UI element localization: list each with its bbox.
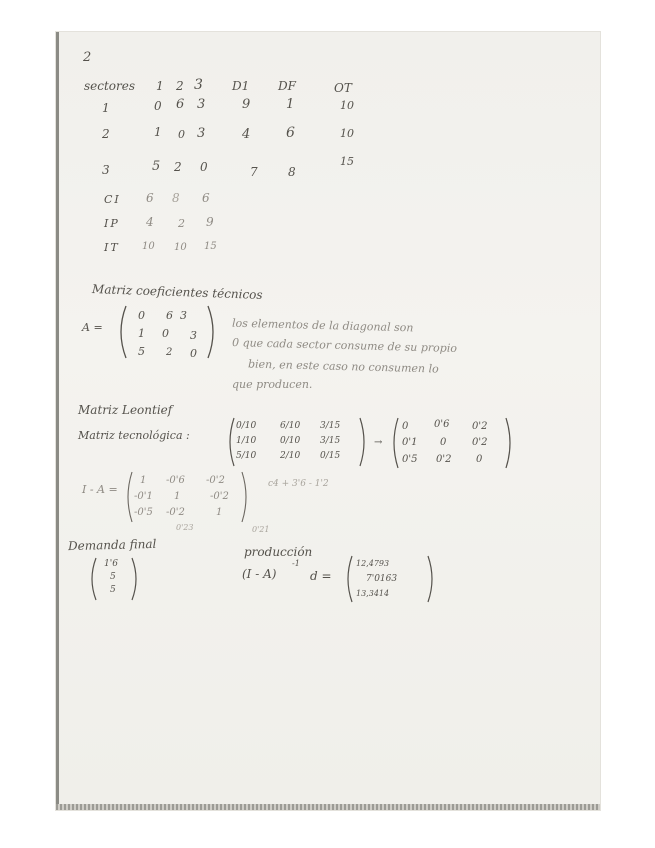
page-number: 2 <box>83 50 92 65</box>
matrix-cell: -0'1 <box>134 491 153 502</box>
matrix-cell: -0'2 <box>210 491 229 502</box>
i-minus-a-left-bracket <box>122 470 134 524</box>
production-formula-right: d = <box>310 569 332 583</box>
table-cell: 10 <box>174 242 187 253</box>
production-formula-left: (I - A) <box>242 567 277 581</box>
table-cell: 2 <box>178 217 185 230</box>
table-cell: 6 <box>146 191 154 205</box>
matrix-cell: 3/15 <box>320 421 341 431</box>
table-header-cell: 2 <box>176 79 184 93</box>
note-line: que producen. <box>232 378 313 391</box>
matrix-cell: 2/10 <box>280 451 301 461</box>
table-cell: 4 <box>146 215 154 229</box>
matrix-cell: 2 <box>166 347 173 358</box>
matrix-cell: 0 <box>162 327 169 340</box>
matrix-cell: 0 <box>138 309 145 322</box>
matrix-cell: 0'2 <box>436 454 452 465</box>
i-minus-a-label: I - A = <box>82 483 118 496</box>
matrix-a-left-bracket <box>114 304 128 360</box>
table-cell: 9 <box>206 215 214 229</box>
vector-cell: 7'0163 <box>366 574 398 584</box>
notebook-page <box>56 32 600 810</box>
table-cell: 1 <box>286 97 295 112</box>
matrix-cell: 5 <box>138 345 145 358</box>
matrix-cell: 6/10 <box>280 421 301 431</box>
vector-cell: 13,3414 <box>356 589 390 598</box>
table-header-cell: 1 <box>156 79 164 93</box>
table-row-label: CI <box>104 193 121 206</box>
table-cell: 10 <box>340 127 354 140</box>
matrix-cell: 1 <box>216 507 223 518</box>
matrix-cell: 5/10 <box>236 451 257 461</box>
vector-cell: 5 <box>110 585 116 595</box>
table-cell: 0 <box>178 128 185 141</box>
table-cell: 3 <box>197 126 206 141</box>
matrix-cell: 0'1 <box>402 437 418 448</box>
table-row-label: 2 <box>102 127 110 141</box>
table-cell: 0 <box>200 160 208 174</box>
matrix-cell: 1/10 <box>236 436 257 446</box>
section-title-demand: Demanda final <box>67 536 157 554</box>
table-header-cell: DF <box>278 79 296 93</box>
vector-cell: 1'6 <box>104 559 118 569</box>
matrix-cell: 1 <box>140 475 147 486</box>
table-cell: 4 <box>242 127 251 142</box>
table-row-label: 1 <box>102 101 110 115</box>
matrix-cell: 0'6 <box>434 419 450 430</box>
matrix-cell: 0/10 <box>280 436 301 446</box>
table-header-cell: sectores <box>84 79 136 93</box>
table-cell: 8 <box>172 191 180 205</box>
under-note: 0'21 <box>252 525 270 534</box>
matrix-cell: 0 <box>190 347 197 360</box>
vector-cell: 5 <box>110 572 116 582</box>
production-left-bracket <box>342 554 354 604</box>
matrix-cell: -0'2 <box>206 475 225 486</box>
matrix-cell: 3 <box>180 309 187 322</box>
production-formula-exponent: -1 <box>292 559 300 568</box>
table-header-cell: D1 <box>232 79 250 93</box>
matrix-cell: 0'2 <box>472 437 488 448</box>
matrix-cell: 0 <box>440 437 447 448</box>
table-cell: 10 <box>340 99 354 112</box>
matrix-cell: 1 <box>174 491 181 502</box>
matrix-cell: 6 <box>166 309 173 322</box>
table-cell: 6 <box>176 97 185 112</box>
arrow-icon: → <box>374 437 383 448</box>
tech-matrix-label: Matriz tecnológica : <box>78 429 190 442</box>
table-cell: 9 <box>242 97 251 112</box>
i-minus-a-right-bracket <box>240 470 252 524</box>
table-row-label: 3 <box>102 163 110 177</box>
matrix-a-label: A = <box>82 321 103 334</box>
table-cell: 6 <box>286 125 295 141</box>
matrix-cell: 0/10 <box>236 421 257 431</box>
note-line: 0 que cada sector consume de su propio <box>231 336 458 355</box>
demand-left-bracket <box>86 556 98 602</box>
table-cell: 0 <box>154 99 162 113</box>
table-cell: 3 <box>197 97 206 112</box>
matrix-cell: 3 <box>190 329 197 342</box>
demand-right-bracket <box>130 556 142 602</box>
matrix-cell: 0'5 <box>402 454 418 465</box>
tech-fraction-left-bracket <box>224 416 236 468</box>
table-cell: 1 <box>154 125 162 139</box>
section-title-leontief: Matriz Leontief <box>78 403 173 417</box>
note-line: bien, en este caso no consumen lo <box>247 357 439 376</box>
table-cell: 5 <box>152 159 161 174</box>
matrix-a-right-bracket <box>206 304 220 360</box>
note-line: los elementos de la diagonal son <box>231 316 414 335</box>
matrix-cell: -0'5 <box>134 507 153 518</box>
tech-fraction-right-bracket <box>358 416 370 468</box>
table-cell: 15 <box>340 155 354 168</box>
matrix-cell: 3/15 <box>320 436 341 446</box>
table-header-cell: 3 <box>194 77 203 93</box>
vector-cell: 12,4793 <box>356 559 390 568</box>
matrix-cell: 0'2 <box>472 421 488 432</box>
table-header-cell: OT <box>334 81 352 95</box>
table-cell: 7 <box>250 165 258 179</box>
production-right-bracket <box>426 554 438 604</box>
matrix-cell: 0/15 <box>320 451 341 461</box>
table-cell: 2 <box>174 160 182 174</box>
matrix-cell: 0 <box>476 454 483 465</box>
table-cell: 10 <box>142 241 155 252</box>
table-cell: 8 <box>288 165 296 179</box>
matrix-cell: 0 <box>402 421 409 432</box>
table-cell: 6 <box>202 191 210 205</box>
matrix-cell: -0'2 <box>166 507 185 518</box>
table-row-label: IP <box>104 217 120 230</box>
matrix-cell: 1 <box>138 327 145 340</box>
under-note: 0'23 <box>176 523 194 532</box>
tech-decimal-right-bracket <box>504 416 516 470</box>
section-title-tech-coefficients: Matriz coeficientes técnicos <box>91 282 263 302</box>
tech-decimal-left-bracket <box>388 416 400 470</box>
table-row-label: IT <box>104 241 120 254</box>
side-calculation: c4 + 3'6 - 1'2 <box>268 479 329 489</box>
section-title-production: producción <box>244 545 313 559</box>
matrix-cell: -0'6 <box>166 475 185 486</box>
table-cell: 15 <box>204 241 217 252</box>
